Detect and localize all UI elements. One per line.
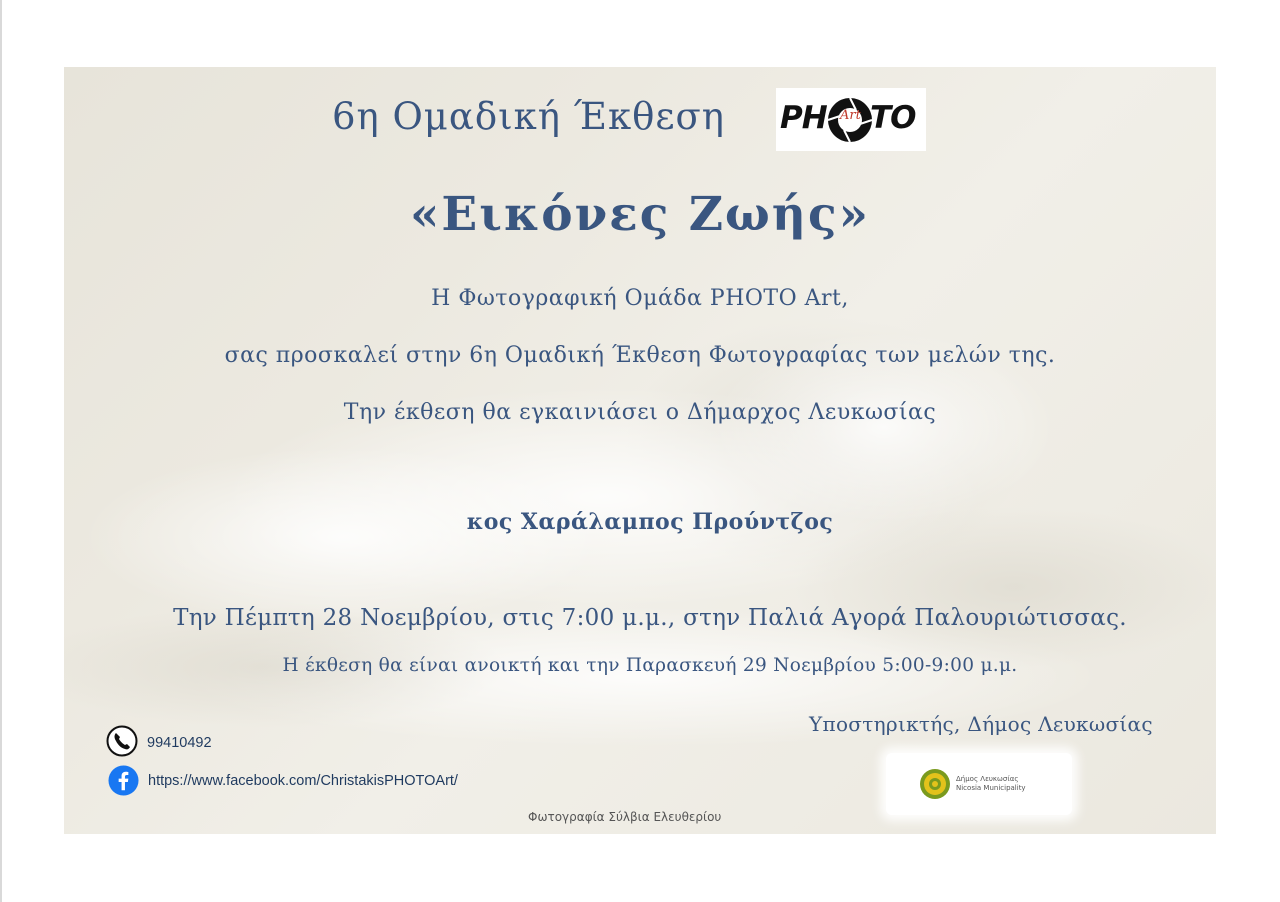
municipality-emblem-icon bbox=[918, 767, 952, 801]
photo-credit: Φωτογραφία Σύλβια Ελευθερίου bbox=[528, 810, 722, 824]
mayor-name: κος Χαράλαμπος Προύντζος bbox=[466, 509, 834, 535]
facebook-icon[interactable] bbox=[108, 765, 139, 796]
main-title: «Εικόνες Ζωής» bbox=[410, 187, 870, 242]
supporter-text: Υποστηρικτής, Δήμος Λευκωσίας bbox=[809, 712, 1153, 736]
page-edge bbox=[0, 0, 2, 902]
event-hours: Η έκθεση θα είναι ανοικτή και την Παρασκευή 29 Νοεμβρίου 5:00-9:00 μ.μ. bbox=[282, 655, 1018, 676]
invitation-line: σας προσκαλεί στην 6η Ομαδική Έκθεση Φωτογραφίας των μελών της. bbox=[224, 343, 1056, 368]
exhibition-subtitle: 6η Ομαδική Έκθεση bbox=[332, 95, 725, 138]
opening-line: Την έκθεση θα εγκαινιάσει ο Δήμαρχος Λευκωσίας bbox=[343, 400, 937, 425]
facebook-link[interactable]: https://www.facebook.com/ChristakisPHOTOArt/ bbox=[148, 773, 458, 789]
event-date: Την Πέμπτη 28 Νοεμβρίου, στις 7:00 μ.μ., στην Παλιά Αγορά Παλουριώτισσας. bbox=[173, 605, 1127, 631]
invitation-card bbox=[64, 67, 1216, 834]
photo-art-logo: PH Art TO bbox=[776, 88, 926, 151]
nicosia-municipality-logo: Δήμος Λευκωσίας Nicosia Municipality bbox=[886, 753, 1072, 815]
phone-number: 99410492 bbox=[147, 735, 212, 751]
intro-line: Η Φωτογραφική Ομάδα PHOTO Art, bbox=[431, 286, 849, 311]
phone-icon bbox=[106, 725, 138, 757]
